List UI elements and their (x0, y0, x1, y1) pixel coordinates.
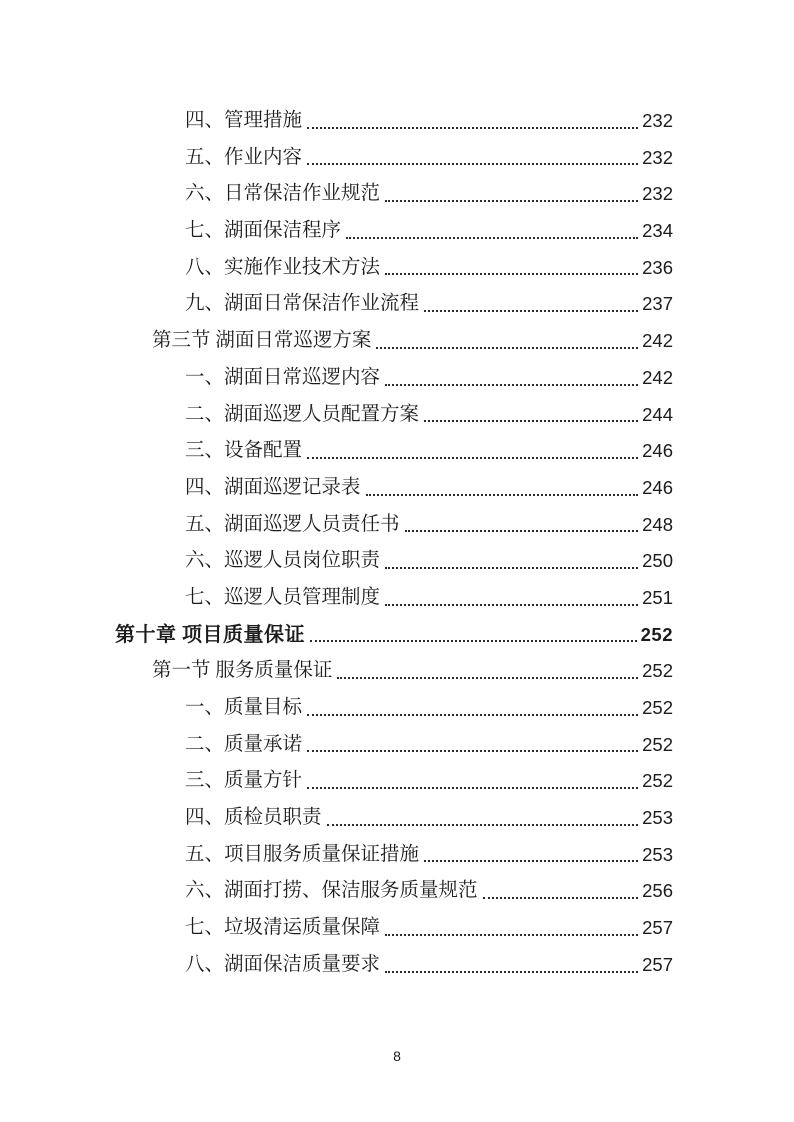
toc-entry-label: 五、湖面巡逻人员责任书 (185, 513, 400, 535)
dot-leader (385, 947, 638, 984)
toc-entry-page-number: 242 (642, 366, 673, 388)
dot-leader (307, 763, 638, 800)
toc-entry-page-number: 246 (642, 476, 673, 498)
dot-leader (385, 360, 638, 397)
dot-leader (385, 580, 638, 617)
dot-leader (307, 433, 638, 470)
dot-leader (376, 323, 638, 360)
dot-leader (483, 873, 639, 910)
toc-entry-label: 六、巡逻人员岗位职责 (185, 550, 381, 572)
toc-entry-label: 一、质量目标 (185, 697, 303, 718)
toc-entry[interactable] (115, 653, 673, 690)
toc-entry-label: 一、湖面日常巡逻内容 (185, 366, 381, 388)
dot-leader (424, 286, 638, 323)
toc-entry-page-number: 257 (642, 917, 673, 939)
toc-entry-page-number: 237 (642, 293, 673, 315)
dot-leader (307, 690, 638, 727)
dot-leader (385, 250, 638, 287)
toc-entry-label: 六、日常保洁作业规范 (185, 183, 381, 205)
toc-entry-label: 五、项目服务质量保证措施 (185, 843, 420, 865)
toc-entry[interactable] (115, 837, 673, 874)
toc-entry-label: 三、质量方针 (185, 770, 303, 792)
toc-entry[interactable] (115, 763, 673, 800)
toc-entry[interactable] (115, 727, 673, 764)
dot-leader (385, 543, 638, 580)
dot-leader (327, 800, 639, 837)
toc-entry[interactable] (115, 800, 673, 837)
dot-leader (405, 507, 639, 544)
toc-entry[interactable] (115, 580, 673, 617)
toc-entry-label: 六、湖面打捞、保洁服务质量规范 (185, 880, 478, 902)
toc-entry[interactable] (115, 433, 673, 470)
dot-leader (307, 103, 638, 140)
toc-entry-label: 第十章 项目质量保证 (115, 623, 305, 646)
toc-entry-label: 七、垃圾清运质量保障 (185, 917, 381, 939)
table-of-contents (115, 103, 673, 984)
toc-entry[interactable] (115, 397, 673, 434)
dot-leader (424, 397, 638, 434)
toc-entry[interactable] (115, 543, 673, 580)
toc-entry-label: 二、质量承诺 (185, 733, 303, 755)
toc-entry[interactable] (115, 910, 673, 947)
toc-entry[interactable] (115, 323, 673, 360)
toc-entry-label: 九、湖面日常保洁作业流程 (185, 293, 420, 315)
dot-leader (307, 727, 638, 764)
toc-entry-label: 第三节 湖面日常巡逻方案 (152, 330, 372, 352)
toc-entry-page-number: 236 (642, 256, 673, 278)
toc-entry-page-number: 252 (640, 623, 673, 645)
toc-entry[interactable] (115, 690, 673, 727)
toc-entry-label: 三、设备配置 (185, 440, 303, 462)
toc-entry[interactable] (115, 286, 673, 323)
toc-entry-label: 八、湖面保洁质量要求 (185, 953, 381, 975)
toc-entry-page-number: 242 (642, 330, 673, 352)
toc-entry[interactable] (115, 617, 673, 654)
toc-entry-page-number: 253 (642, 807, 673, 829)
toc-entry-page-number: 234 (642, 220, 673, 242)
toc-entry[interactable] (115, 470, 673, 507)
toc-entry-page-number: 253 (642, 843, 673, 865)
toc-entry-label: 二、湖面巡逻人员配置方案 (185, 403, 420, 425)
toc-entry[interactable] (115, 507, 673, 544)
toc-entry-label: 四、湖面巡逻记录表 (185, 476, 361, 498)
toc-entry-page-number: 252 (642, 770, 673, 792)
toc-entry-page-number: 252 (642, 697, 673, 718)
toc-entry-page-number: 251 (642, 586, 673, 608)
toc-entry-page-number: 232 (642, 183, 673, 205)
toc-entry-label: 第一节 服务质量保证 (152, 660, 333, 682)
toc-entry[interactable] (115, 213, 673, 250)
toc-entry[interactable] (115, 947, 673, 984)
dot-leader (385, 176, 638, 213)
dot-leader (307, 140, 638, 177)
toc-entry-page-number: 256 (642, 880, 673, 902)
dot-leader (424, 837, 638, 874)
toc-entry[interactable] (115, 250, 673, 287)
toc-entry-label: 七、湖面保洁程序 (185, 220, 342, 242)
toc-entry[interactable] (115, 360, 673, 397)
toc-entry-page-number: 257 (642, 953, 673, 975)
toc-entry[interactable] (115, 873, 673, 910)
dot-leader (337, 653, 638, 690)
toc-entry-label: 四、质检员职责 (185, 807, 322, 829)
dot-leader (310, 617, 637, 654)
toc-entry-label: 五、作业内容 (185, 146, 303, 168)
dot-leader (346, 213, 638, 250)
toc-entry-page-number: 248 (642, 513, 673, 535)
dot-leader (385, 910, 638, 947)
toc-entry-page-number: 252 (642, 660, 673, 682)
toc-entry-page-number: 246 (642, 440, 673, 462)
toc-entry-page-number: 252 (642, 733, 673, 755)
toc-entry-label: 四、管理措施 (185, 110, 303, 131)
toc-entry-page-number: 232 (642, 146, 673, 168)
toc-entry[interactable] (115, 176, 673, 213)
toc-entry-label: 八、实施作业技术方法 (185, 256, 381, 278)
toc-entry-page-number: 250 (642, 550, 673, 572)
dot-leader (366, 470, 639, 507)
toc-entry[interactable] (115, 103, 673, 140)
page-number-footer: 8 (393, 1048, 401, 1064)
toc-entry[interactable] (115, 140, 673, 177)
toc-entry-page-number: 232 (642, 110, 673, 131)
toc-entry-page-number: 244 (642, 403, 673, 425)
toc-entry-label: 七、巡逻人员管理制度 (185, 586, 381, 608)
